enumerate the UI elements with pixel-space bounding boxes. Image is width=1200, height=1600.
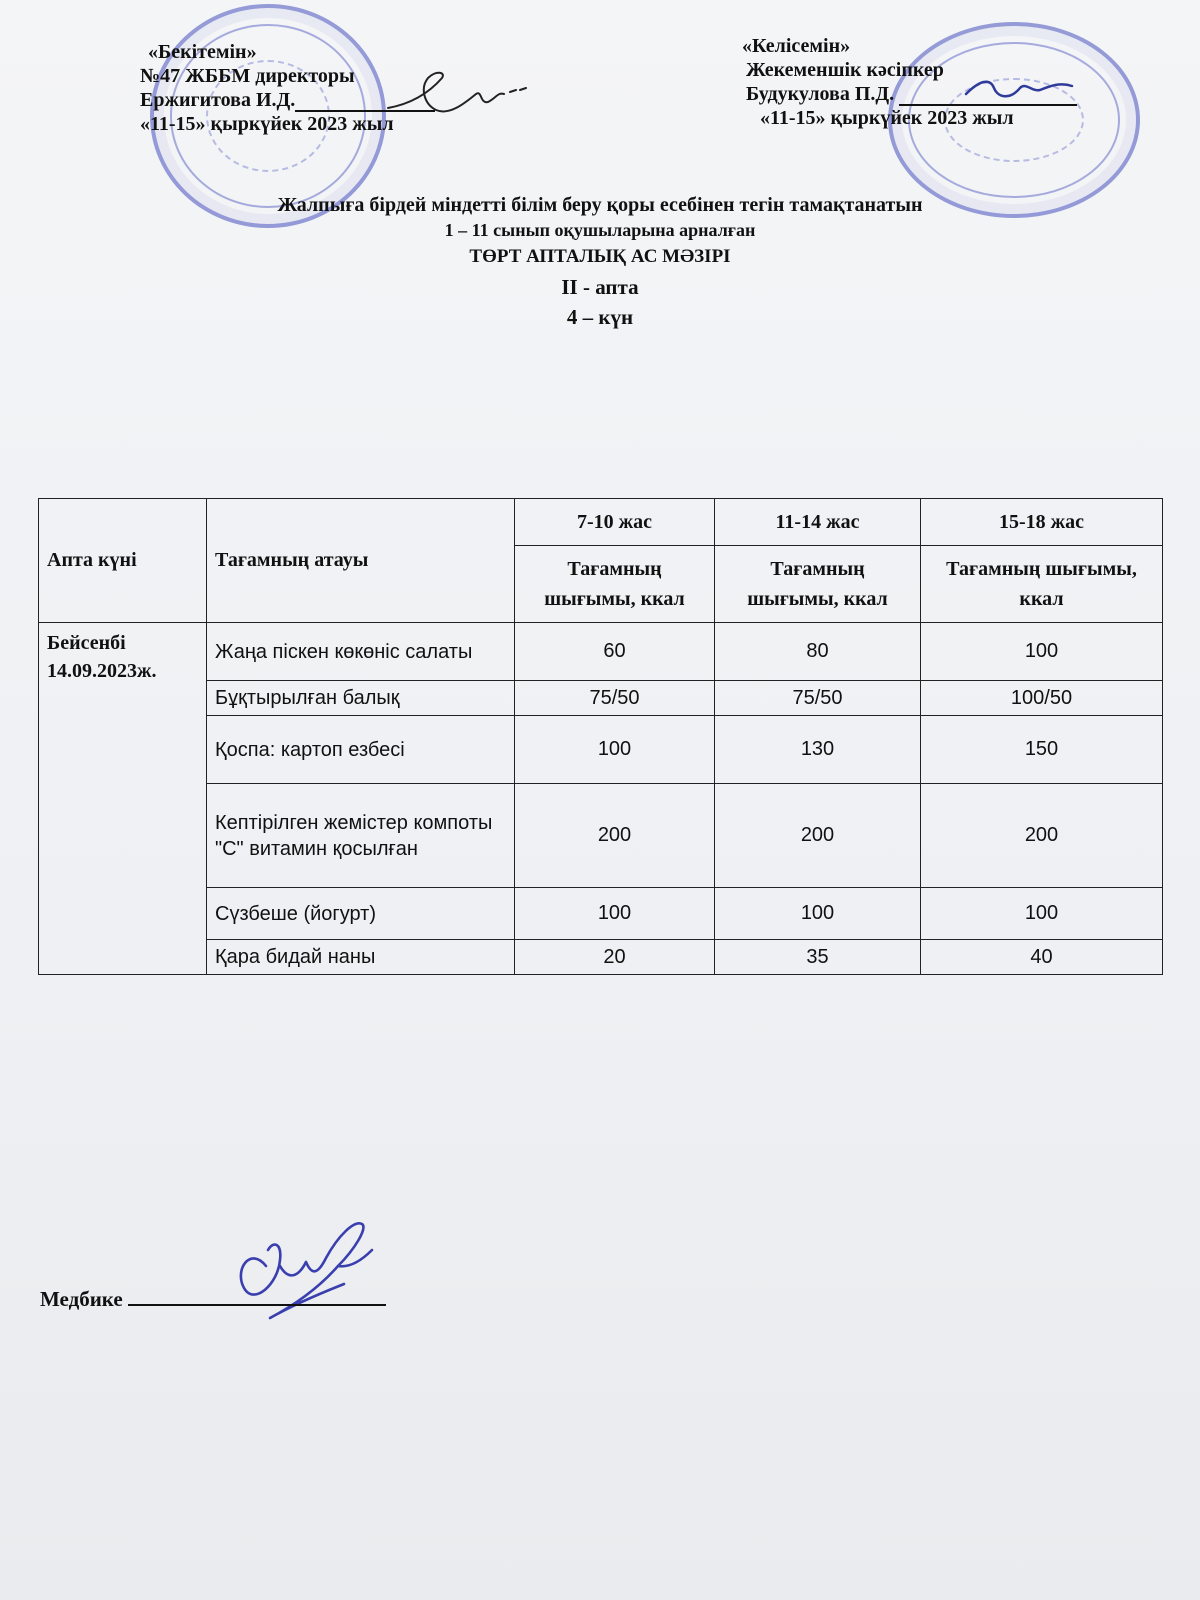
dish-name: Жаңа піскен көкөніс салаты bbox=[207, 623, 515, 681]
table-row bbox=[39, 888, 1163, 940]
entrepreneur-signature bbox=[960, 70, 1080, 110]
value-cell: 100/50 bbox=[921, 681, 1163, 716]
value-cell: 40 bbox=[921, 940, 1163, 975]
table-row bbox=[39, 940, 1163, 975]
header-unit: Тағамның шығымы, ккал bbox=[715, 546, 921, 623]
header-age-15-18: 15-18 жас bbox=[921, 499, 1163, 546]
header-unit: Тағамның шығымы, ккал bbox=[921, 546, 1163, 623]
table-row bbox=[39, 716, 1163, 784]
value-cell: 75/50 bbox=[515, 681, 715, 716]
title-line-2: 1 – 11 сынып оқушыларына арналған bbox=[444, 220, 756, 240]
approval-right-position: Жекеменшік кәсіпкер bbox=[746, 59, 944, 81]
dish-name: Бұқтырылған балық bbox=[207, 681, 515, 716]
value-cell: 100 bbox=[921, 623, 1163, 681]
approval-right-date: «11-15» қыркүйек 2023 жыл bbox=[760, 107, 1014, 129]
nurse-label: Медбике bbox=[40, 1287, 123, 1311]
value-cell: 130 bbox=[715, 716, 921, 784]
value-cell: 60 bbox=[515, 623, 715, 681]
title-line-3: ТӨРТ АПТАЛЫҚ АС МӘЗІРІ bbox=[469, 246, 731, 267]
title-week: ІІ - апта bbox=[561, 275, 639, 299]
dish-name: Қара бидай наны bbox=[207, 940, 515, 975]
document-title-block bbox=[100, 192, 1100, 332]
value-cell: 200 bbox=[921, 784, 1163, 888]
header-age-7-10: 7-10 жас bbox=[515, 499, 715, 546]
approval-left-label: «Бекітемін» bbox=[148, 41, 257, 63]
title-line-1: Жалпыға бірдей міндетті білім беру қоры есебінен тегін тамақтанатын bbox=[277, 194, 923, 216]
director-signature bbox=[380, 64, 540, 128]
approval-right-label: «Келісемін» bbox=[742, 35, 851, 57]
dish-name: Сүзбеше (йогурт) bbox=[207, 888, 515, 940]
approval-left-name: Ержигитова И.Д. bbox=[140, 89, 296, 111]
approval-left-position: №47 ЖББМ директоры bbox=[140, 65, 355, 87]
nurse-signature-line bbox=[40, 1284, 386, 1312]
value-cell: 200 bbox=[715, 784, 921, 888]
value-cell: 100 bbox=[715, 888, 921, 940]
dish-name: Кептірілген жемістер компоты "С" витамин қосылған bbox=[207, 784, 515, 888]
signature-underline bbox=[128, 1284, 386, 1306]
header-unit: Тағамның шығымы, ккал bbox=[515, 546, 715, 623]
value-cell: 100 bbox=[921, 888, 1163, 940]
approval-left-date: «11-15» қыркүйек 2023 жыл bbox=[140, 113, 394, 135]
value-cell: 35 bbox=[715, 940, 921, 975]
header-age-11-14: 11-14 жас bbox=[715, 499, 921, 546]
dish-name: Қоспа: картоп езбесі bbox=[207, 716, 515, 784]
value-cell: 100 bbox=[515, 716, 715, 784]
value-cell: 75/50 bbox=[715, 681, 921, 716]
title-day: 4 – күн bbox=[566, 305, 634, 329]
value-cell: 20 bbox=[515, 940, 715, 975]
value-cell: 100 bbox=[515, 888, 715, 940]
value-cell: 200 bbox=[515, 784, 715, 888]
table-row bbox=[39, 681, 1163, 716]
value-cell: 80 bbox=[715, 623, 921, 681]
day-cell: Бейсенбі 14.09.2023ж. bbox=[39, 623, 207, 975]
table-row bbox=[39, 623, 1163, 681]
menu-table bbox=[38, 498, 1163, 975]
value-cell: 150 bbox=[921, 716, 1163, 784]
approval-right-name: Будукулова П.Д. bbox=[746, 83, 895, 105]
nurse-signature bbox=[214, 1210, 404, 1330]
header-day: Апта күні bbox=[39, 499, 207, 623]
table-row bbox=[39, 784, 1163, 888]
header-dish-name: Тағамның атауы bbox=[207, 499, 515, 623]
